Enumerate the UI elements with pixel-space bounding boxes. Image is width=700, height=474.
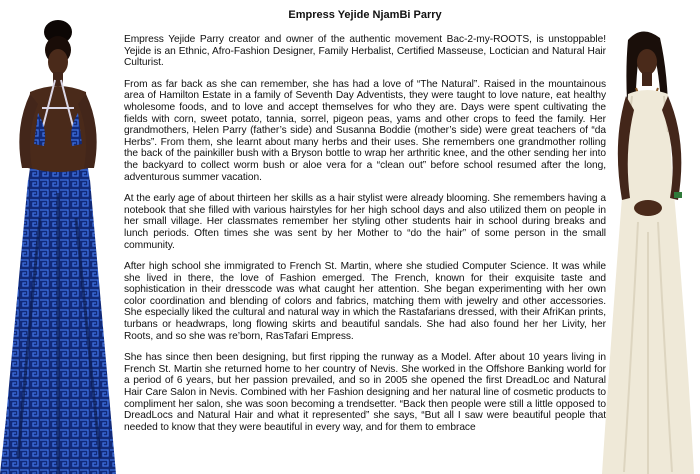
article (124, 9, 606, 443)
article-paragraph: At the early age of about thirteen her skills as a hair stylist were already blooming. She remembers having a notebook that she filled with various hairstyles for her high school days and also utilized them on people in her small village. Her classmates remember her styling other students hair in school during breaks and lunch periods. Often times she was sent by her Mother to “do the hair” of some person in the small community. (124, 193, 606, 251)
model-blue-gown-photo (0, 18, 118, 474)
article-paragraph: From as far back as she can remember, she has had a love of “The Natural”. Raised in the mountainous area of Hamilton Estate in a family of Seventh Day Adventists, they were taught to love nature, eat healthy wholesome foods, and to love and accept themselves for who they are. Days were spent cultivating the fields with corn, sweet potato, tannia, sorrel, pigeon peas, yams and other crops to feed the family. Her grandmothers, Helen Parry (father’s side) and Susanna Boddie (mother’s side) were great teachers of “da Herbs”. From them, she learnt about many herbs and their uses. She remembers one grandmother rolling the back of the painkiller bush with a Bryson bottle to wrap her arthritic knee, and the other sending her into the backyard to collect worm bush or aloe vera for a “clean out” before school resumed after the long, adventurous summer vacation. (124, 78, 606, 183)
woman-cream-dress-photo (598, 22, 700, 474)
article-title: Empress Yejide NjamBi Parry (288, 9, 442, 21)
article-paragraph: After high school she immigrated to French St. Martin, where she studied Computer Science. It was while she lived in there, the love of Fashion emerged. The French, known for their exquisite taste and sophistication in their dresscode was what caught her attention. She began experimenting with her own color coordination and blending of colors and fabrics, matching them with jewelry and other accessories. She especially liked the cultural and natural way in which the Rastafarians dressed, with their AfriKan prints, turbans or headwraps, long flowing skirts and beautiful sandals. She had also found her her Livity, her Roots, and so she was re’born, RasTafari Empress. (124, 261, 606, 342)
article-paragraph: Empress Yejide Parry creator and owner of the authentic movement Bac-2-my-ROOTS, is unstoppable! Yejide is an Ethnic, Afro-Fashion Designer, Family Herbalist, Certified Masseuse, Loctician and Natural Hair Culturist. (124, 34, 606, 69)
article-paragraph: She has since then been designing, but first ripping the runway as a Model. After about 10 years living in French St. Martin she returned home to her country of Nevis. She worked in the Offshore Banking world for a period of 6 years, but her passion prevailed, and so in 2005 she opened the first DreadLoc and Natural Hair Care Salon in Nevis. Combined with her Fashion designing and her natural line of cosmetic products to compliment her salon, she was soon becoming a trendsetter. “Back then people were still a little opposed to DreadLocs and Natural Hair and what it represented” she says, “But all I saw were beautiful people that needed to know that they were beautiful in every way, and for them to embrace (124, 352, 606, 433)
